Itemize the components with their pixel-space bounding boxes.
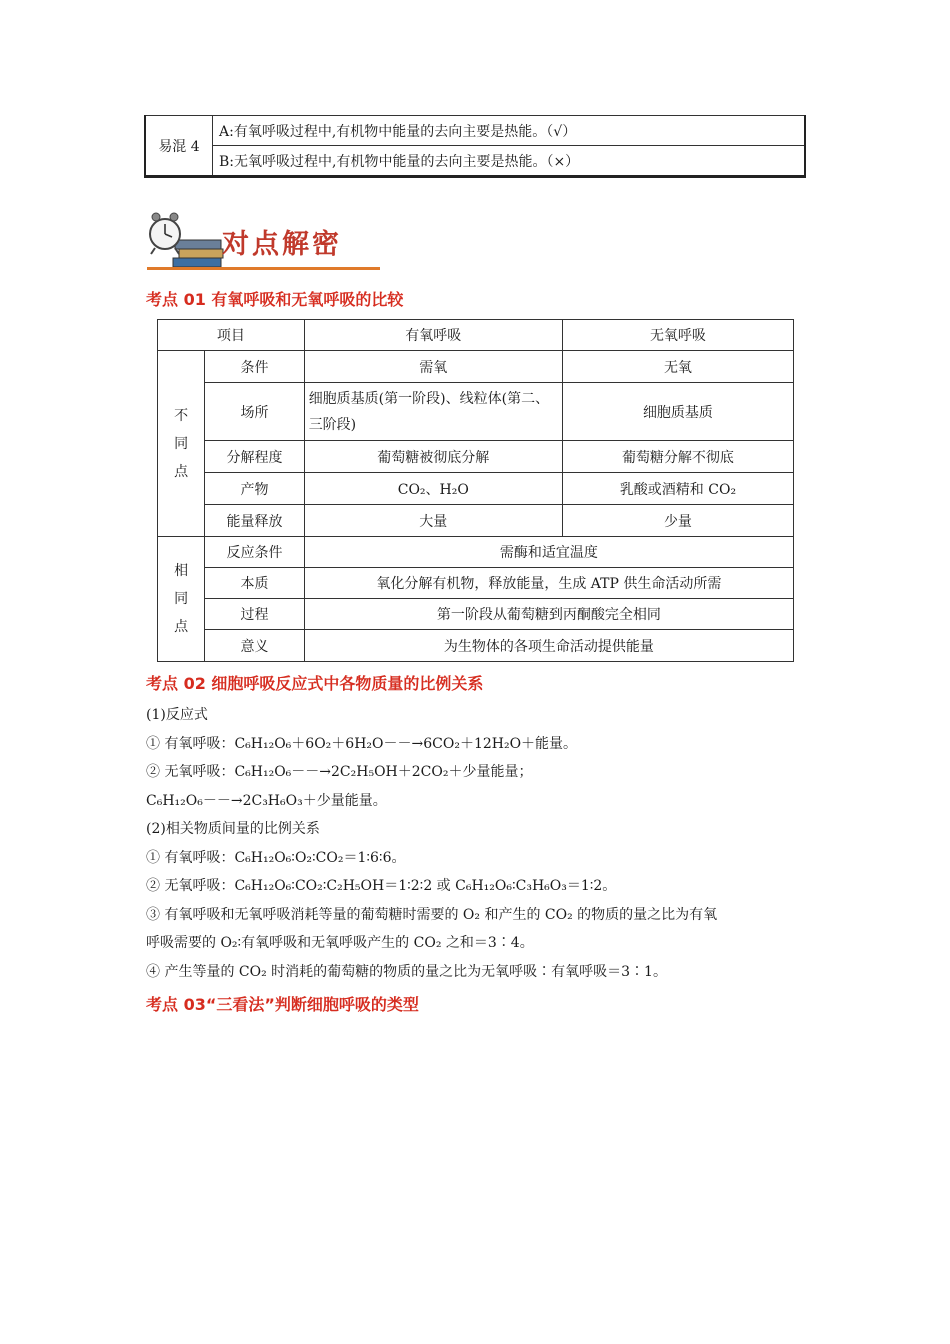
- same-item: 反应条件: [205, 537, 304, 568]
- header-anaerobic: 无氧呼吸: [562, 320, 793, 351]
- diff-anaerobic: 少量: [562, 505, 793, 537]
- section-heading-2: 考点 02 细胞呼吸反应式中各物质量的比例关系: [146, 674, 484, 693]
- same-value: 需酶和适宜温度: [304, 537, 793, 568]
- comparison-table: [157, 319, 794, 662]
- diff-aerobic: 大量: [304, 505, 562, 537]
- diff-item: 产物: [205, 473, 304, 505]
- header-item: 项目: [158, 320, 305, 351]
- confusion-table: [144, 115, 806, 178]
- confusion-row-a: A:有氧呼吸过程中,有机物中能量的去向主要是热能。（√）: [213, 116, 806, 146]
- text-line: (1)反应式: [146, 707, 208, 723]
- same-value: 为生物体的各项生命活动提供能量: [304, 630, 793, 662]
- text-line: 呼吸需要的 O₂∶有氧呼吸和无氧呼吸产生的 CO₂ 之和＝3∶4。: [146, 935, 534, 951]
- text-line: ① 有氧呼吸：C₆H₁₂O₆＋6O₂＋6H₂O－－→6CO₂＋12H₂O＋能量。: [146, 735, 578, 752]
- diff-aerobic: 葡萄糖被彻底分解: [304, 441, 562, 473]
- diff-anaerobic: 乳酸或酒精和 CO₂: [562, 473, 793, 505]
- banner-underline: [147, 267, 380, 270]
- section-heading-3: 考点 03“三看法”判断细胞呼吸的类型: [146, 995, 419, 1014]
- diff-anaerobic: 葡萄糖分解不彻底: [562, 441, 793, 473]
- text-line: ② 无氧呼吸：C₆H₁₂O₆∶CO₂∶C₂H₅OH＝1∶2∶2 或 C₆H₁₂O₆∶C₃H₆O₃＝1∶2。: [146, 878, 617, 894]
- diff-item: 条件: [205, 351, 304, 383]
- diff-group-label: 不 同 点: [158, 351, 205, 537]
- diff-item: 分解程度: [205, 441, 304, 473]
- same-value: 第一阶段从葡萄糖到丙酮酸完全相同: [304, 599, 793, 630]
- diff-item: 场所: [205, 383, 304, 441]
- same-item: 过程: [205, 599, 304, 630]
- banner-title: 对点解密: [222, 229, 342, 260]
- same-item: 本质: [205, 568, 304, 599]
- header-aerobic: 有氧呼吸: [304, 320, 562, 351]
- diff-anaerobic: 细胞质基质: [562, 383, 793, 441]
- text-line: ② 无氧呼吸：C₆H₁₂O₆－－→2C₂H₅OH＋2CO₂＋少量能量；: [146, 764, 533, 780]
- text-line: ③ 有氧呼吸和无氧呼吸消耗等量的葡萄糖时需要的 O₂ 和产生的 CO₂ 的物质的量之比为有氧: [146, 906, 718, 923]
- text-line: ① 有氧呼吸：C₆H₁₂O₆∶O₂∶CO₂＝1∶6∶6。: [146, 849, 406, 866]
- confusion-row-b: B:无氧呼吸过程中,有机物中能量的去向主要是热能。（×）: [213, 146, 806, 177]
- diff-aerobic: CO₂、H₂O: [304, 473, 562, 505]
- diff-aerobic: 需氧: [304, 351, 562, 383]
- text-line: (2)相关物质间量的比例关系: [146, 821, 320, 837]
- diff-item: 能量释放: [205, 505, 304, 537]
- confusion-label: 易混 4: [145, 116, 213, 177]
- text-line: C₆H₁₂O₆－－→2C₃H₆O₃＋少量能量。: [146, 792, 387, 809]
- diff-anaerobic: 无氧: [562, 351, 793, 383]
- text-line: ④ 产生等量的 CO₂ 时消耗的葡萄糖的物质的量之比为无氧呼吸∶有氧呼吸＝3∶1。: [146, 963, 667, 980]
- diff-aerobic: 细胞质基质(第一阶段)、线粒体(第二、三阶段): [304, 383, 562, 441]
- same-group-label: 相 同 点: [158, 537, 205, 662]
- formula-block: [146, 701, 816, 986]
- section-heading-1: 考点 01 有氧呼吸和无氧呼吸的比较: [146, 290, 404, 309]
- same-item: 意义: [205, 630, 304, 662]
- same-value: 氧化分解有机物，释放能量，生成 ATP 供生命活动所需: [304, 568, 793, 599]
